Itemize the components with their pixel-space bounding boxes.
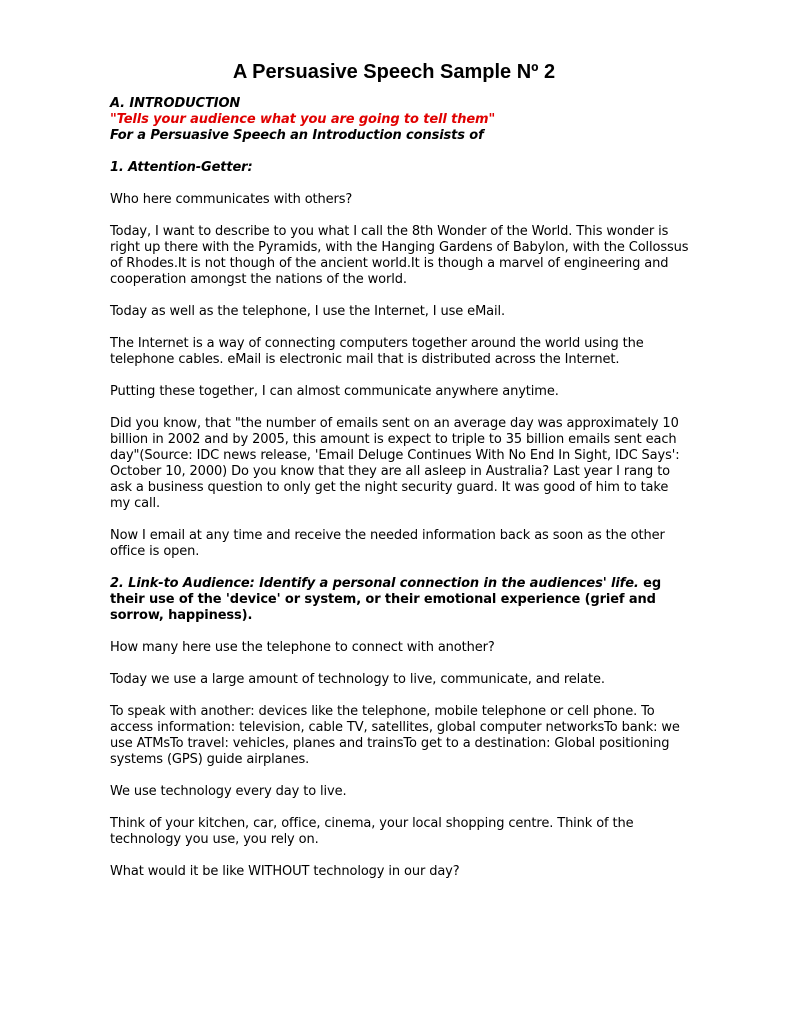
paragraph: Who here communicates with others? <box>110 192 353 207</box>
link-to-audience-heading-bold: eg their use of the 'device' or system, or their emotional experience (grief and sorrow, happiness). <box>110 576 662 623</box>
paragraph: Think of your kitchen, car, office, cinema, your local shopping centre. Think of the technology you use, you rely on. <box>110 816 634 847</box>
link-to-audience-heading <box>110 576 690 624</box>
paragraph: Today as well as the telephone, I use the Internet, I use eMail. <box>110 304 506 319</box>
document-page <box>110 58 690 880</box>
paragraph: The Internet is a way of connecting computers together around the world using the telephone cables. eMail is electronic mail that is distributed across the Internet. <box>110 336 644 367</box>
paragraph: We use technology every day to live. <box>110 784 347 799</box>
page-title: A Persuasive Speech Sample Nº 2 <box>232 61 556 83</box>
paragraph: Did you know, that "the number of emails sent on an average day was approximately 10 billion in 2002 and by 2005, this amount is expect to triple to 35 billion emails sent each day"(Source: IDC news release, 'Email Deluge Continues With No End In Sight, IDC Says': October 10, 2000) Do you know that they are all asleep in Australia? Last year I rang to ask a business question to only get the night security guard. It was good of him to take my call. <box>110 416 680 511</box>
paragraph: Today we use a large amount of technology to live, communicate, and relate. <box>110 672 605 687</box>
paragraph: What would it be like WITHOUT technology in our day? <box>110 864 460 879</box>
paragraph: Now I email at any time and receive the needed information back as soon as the other office is open. <box>110 528 665 559</box>
introduction-quote: "Tells your audience what you are going to tell them" <box>110 112 496 127</box>
paragraph: Today, I want to describe to you what I call the 8th Wonder of the World. This wonder is right up there with the Pyramids, with the Hanging Gardens of Babylon, with the Collossus of Rhodes.It is not though of the ancient world.It is though a marvel of engineering and cooperation amongst the nations of the world. <box>110 224 689 287</box>
paragraph: To speak with another: devices like the telephone, mobile telephone or cell phone. To access information: television, cable TV, satellites, global computer networksTo bank: we use ATMsTo travel: vehicles, planes and trainsTo get to a destination: Global positioning systems (GPS) guide airplanes. <box>110 704 680 767</box>
introduction-heading: A. INTRODUCTION <box>110 96 241 111</box>
attention-getter-heading: 1. Attention-Getter: <box>110 160 253 175</box>
introduction-subheading: For a Persuasive Speech an Introduction consists of <box>110 128 484 143</box>
paragraph: Putting these together, I can almost communicate anywhere anytime. <box>110 384 559 399</box>
paragraph: How many here use the telephone to connect with another? <box>110 640 495 655</box>
link-to-audience-heading-italic: 2. Link-to Audience: Identify a personal connection in the audiences' life. <box>110 576 639 591</box>
